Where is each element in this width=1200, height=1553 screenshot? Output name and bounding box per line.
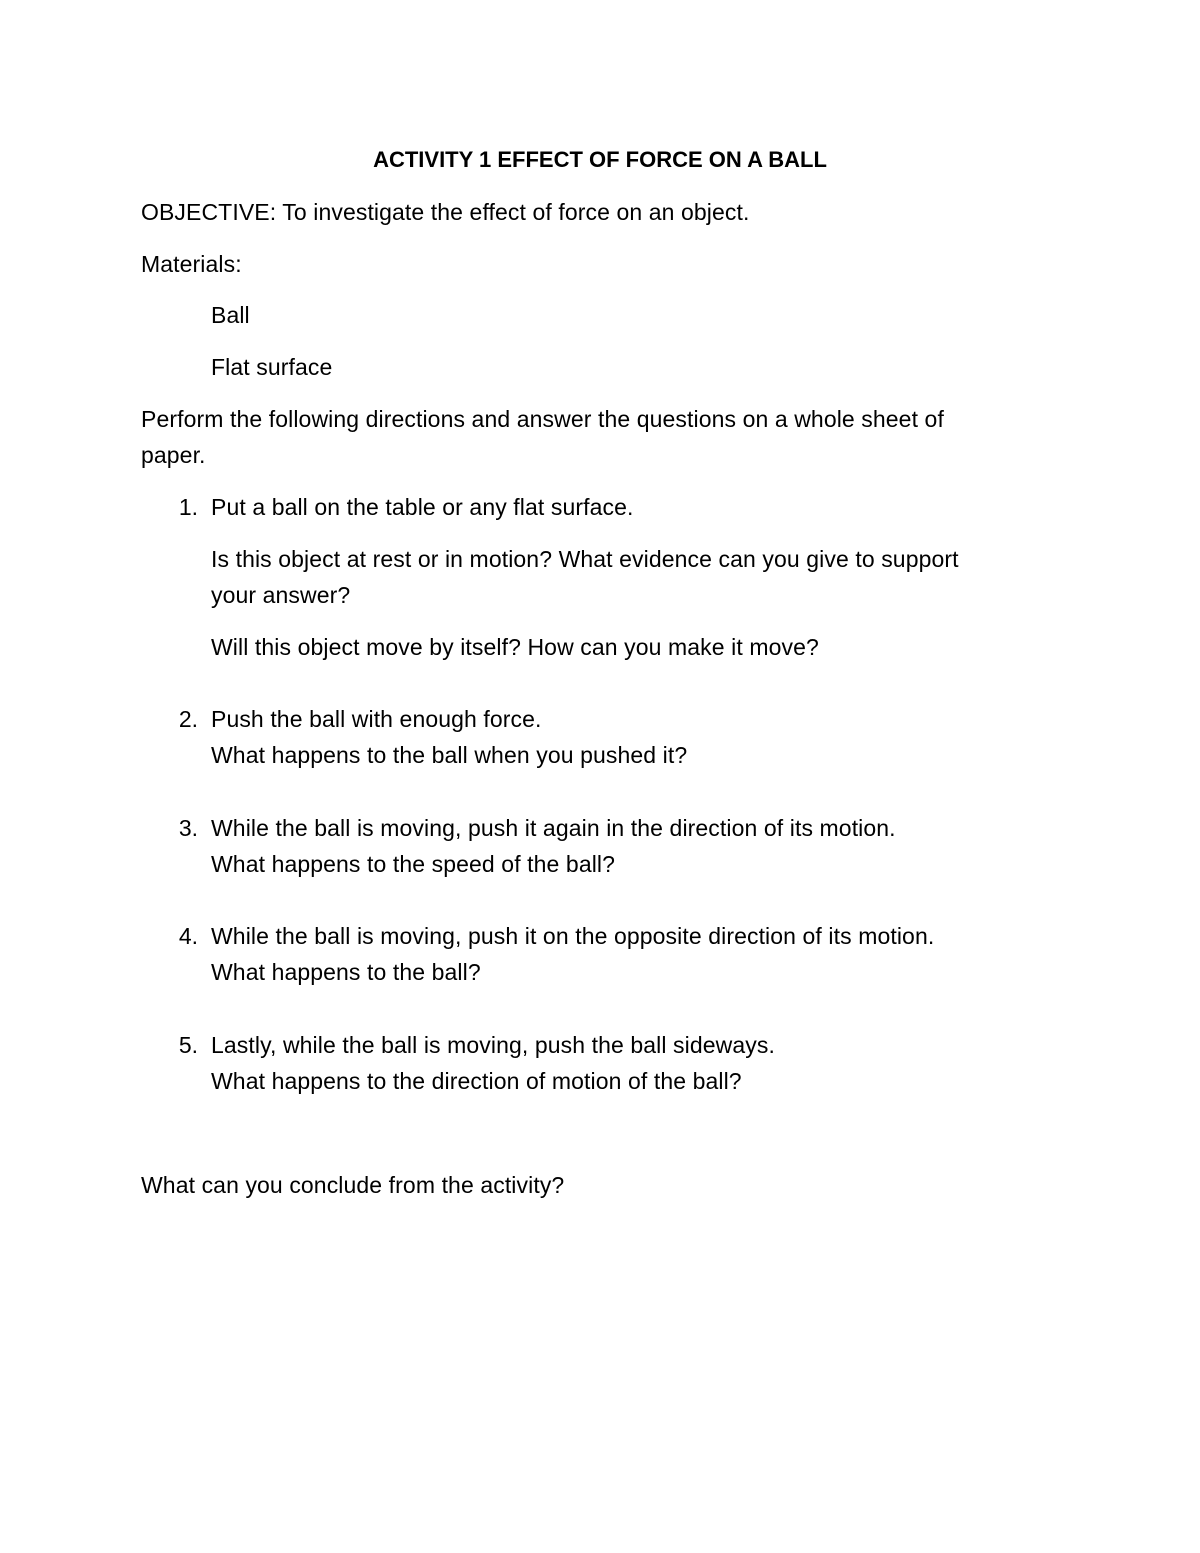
directions-intro-line: Perform the following directions and answer the questions on a whole sheet of (141, 406, 944, 432)
step-question: What happens to the ball? (211, 959, 481, 985)
step-instruction: While the ball is moving, push it again in the direction of its motion. (211, 815, 896, 841)
material-item: Flat surface (211, 354, 333, 380)
step-number: 4. (178, 923, 198, 949)
step-number: 2. (178, 706, 198, 732)
step-number: 1. (178, 494, 198, 520)
objective-text: OBJECTIVE: To investigate the effect of force on an object. (141, 199, 750, 225)
step-question: your answer? (211, 582, 351, 608)
directions-intro-line: paper. (141, 442, 206, 468)
document-title: ACTIVITY 1 EFFECT OF FORCE ON A BALL (373, 147, 827, 172)
step-instruction: While the ball is moving, push it on the opposite direction of its motion. (211, 923, 935, 949)
step-number: 5. (178, 1032, 198, 1058)
step-question: Is this object at rest or in motion? What evidence can you give to support (211, 546, 959, 572)
step-number: 3. (178, 815, 198, 841)
materials-heading: Materials: (141, 251, 242, 277)
step-question: What happens to the direction of motion of the ball? (211, 1068, 742, 1094)
conclusion-question: What can you conclude from the activity? (141, 1172, 565, 1198)
step-question: Will this object move by itself? How can you make it move? (211, 634, 819, 660)
material-item: Ball (211, 302, 250, 328)
step-instruction: Put a ball on the table or any flat surface. (211, 494, 634, 520)
step-question: What happens to the speed of the ball? (211, 851, 616, 877)
step-question: What happens to the ball when you pushed it? (211, 742, 688, 768)
step-instruction: Lastly, while the ball is moving, push the ball sideways. (211, 1032, 775, 1058)
step-instruction: Push the ball with enough force. (211, 706, 542, 732)
